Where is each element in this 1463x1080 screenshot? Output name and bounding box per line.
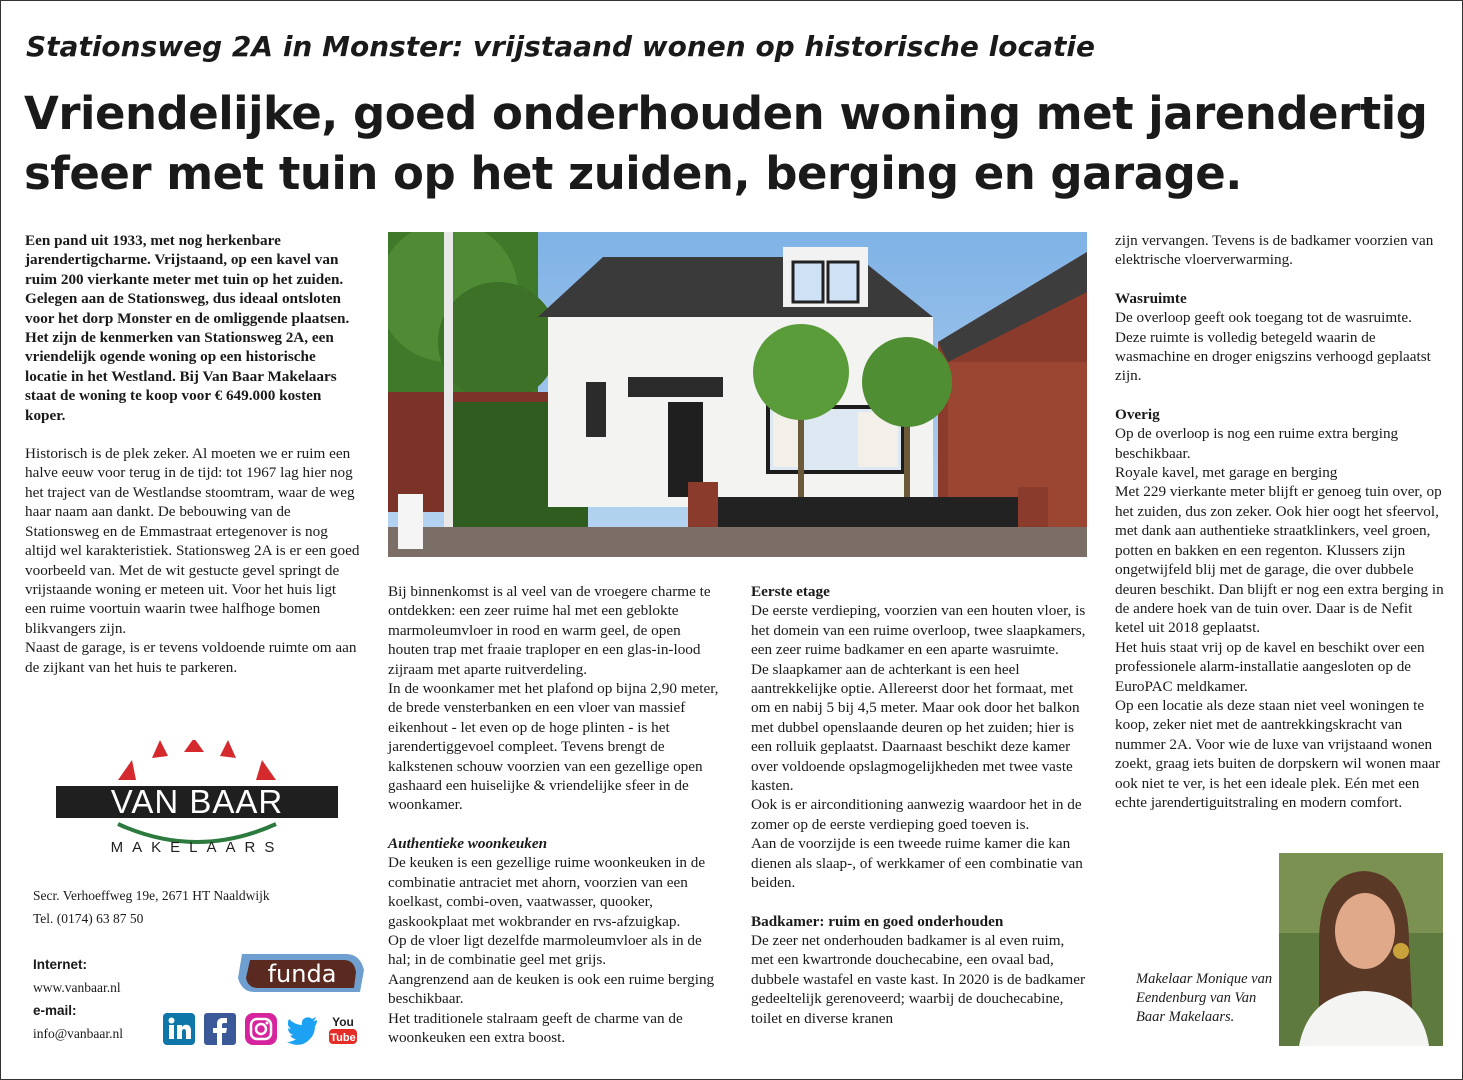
subheading: Authentieke woonkeuken [388,834,548,852]
twitter-icon[interactable] [285,1012,319,1046]
email-link[interactable]: info@vanbaar.nl [33,1026,124,1041]
paragraph: De zeer net onderhouden badkamer is al even ruim, met een kwartronde douchecabine, een ovaal bad, dubbele wastafel en vaste kast. In 2020 is de badkamer gedeeltelijk gerenoveerd; waarbij de douchecabine, toilet en diverse kranen [751,931,1086,1027]
youtube-tube-text: Tube [330,1032,356,1044]
column-3 [751,582,1087,1028]
funda-logo[interactable] [236,950,366,996]
contact-block [33,884,270,930]
headline: Vriendelijke, goed onderhouden woning met jarendertig sfeer met tuin op het zuiden, berging en garage. [24,87,1428,200]
logo-name: VAN BAAR [110,783,284,820]
web-block [33,953,123,1045]
paragraph: Met 229 vierkante meter blijft er genoeg tuin over, op het zuiden, dus zon zeker. Ook hier oogt het sfeervol, met dank aan authentieke straatklinkers, veel groen, potten en bakken en een regenton. Klussers zijn ongetwijfeld blij met de garage, die over dubbele deuren beschikt. Dan blijft er nog een extra berging in de andere hoek van de tuin over. Daar is de Nefit ketel uit 2018 geplaatst. [1115,483,1444,637]
paragraph: Aan de voorzijde is een tweede ruime kamer die kan dienen als slaap-, of werkkamer of een combinatie van beiden. [751,835,1083,892]
paragraph: Royale kavel, met garage en berging [1115,464,1338,482]
paragraph: De keuken is een gezellige ruime woonkeuken in de combinatie antraciet met ahorn, voorzien van een koelkast, combi-oven, vaatwasser, quooker, gaskookplaat met wokbrander en rvs-afzuigkap. [388,854,706,930]
paragraph: De eerste verdieping, voorzien van een houten vloer, is het domein van een ruime overloop, twee slaapkamers, een zeer ruime badkamer en een aparte wasruimte. [751,602,1086,659]
paragraph: Het traditionele stalraam geeft de charme van de woonkeuken een extra boost. [388,1009,683,1046]
address: Secr. Verhoeffweg 19e, 2671 HT Naaldwijk [33,888,270,903]
paragraph: zijn vervangen. Tevens is de badkamer voorzien van elektrische vloerverwarming. [1115,232,1434,269]
logo-sub: MAKELAARS [110,839,284,856]
house-photo [388,232,1087,557]
subheading: Eerste etage [751,583,830,600]
paragraph: Het huis staat vrij op de kavel en beschikt over een professionele alarm-installatie aangesloten op de EuroPAC meldkamer. [1115,638,1425,695]
paragraph: Naast de garage, is er tevens voldoende ruimte om aan de zijkant van het huis te parkeren. [25,639,357,676]
kicker: Stationsweg 2A in Monster: vrijstaand wonen op historische locatie [26,30,1095,63]
paragraph: In de woonkamer met het plafond op bijna 2,90 meter, de brede vensterbanken en een vloer van massief eikenhout - let even op de hoge plinten - is het jarendertiggevoel compleet. Tevens brengt de kalkstenen schouw voorzien van een gezellige open gashaard een huiselijke & vriendelijke sfeer in de woonkamer. [388,680,719,814]
lead-paragraph: Een pand uit 1933, met nog herkenbare jarendertigcharme. Vrijstaand, op een kavel van ruim 200 vierkante meter met tuin op het zuiden. Gelegen aan de Stationsweg, dus ideaal ontsloten voor het dorp Monster en de omliggende plaatsen. Het zijn de kenmerken van Stationsweg 2A, een vriendelijk ogende woning op een historische locatie in het Westland. Bij Van Baar Makelaars staat de woning te koop voor € 649.000 kosten koper. [25,232,350,424]
paragraph: Aangrenzend aan de keuken is ook een ruime berging beschikbaar. [388,970,715,1008]
column-4 [1115,231,1445,812]
subheading: Badkamer: ruim en goed onderhouden [751,912,1004,930]
social-icons [162,1012,360,1046]
facebook-icon[interactable] [203,1012,237,1046]
paragraph: De overloop geeft ook toegang tot de wasruimte. Deze ruimte is volledig betegeld waarin de wasmachine en droger enigszins verhoogd geplaatst zijn. [1115,309,1431,385]
paragraph: Historisch is de plek zeker. Al moeten we er ruim een halve eeuw voor terug in de tijd: tot 1967 lag hier nog het traject van de Westlandse stoomtram, waar de weg haar naam aan dankt. De bebouwing van de Stationsweg en de Emmastraat ertegenover is nog altijd wel karakteristiek. Stationsweg 2A is er een goed voorbeeld van. Met de wit gestucte gevel springt de vrijstaande woning er meteen uit. Voor het huis ligt een ruime voortuin waarin twee halfhoge bomen blikvangers zijn. [25,445,360,637]
paragraph: Bij binnenkomst is al veel van de vroegere charme te ontdekken: een zeer ruime hal met een geblokte marmoleumvloer in rood en warm geel, de open houten trap met fraaie traploper en een glas-in-lood zijraam met aparte ruitverdeling. [388,583,711,678]
youtube-you-text: You [332,1015,354,1029]
subheading: Wasruimte [1115,289,1187,307]
subheading: Overig [1115,405,1160,423]
linkedin-icon[interactable] [162,1012,196,1046]
youtube-icon[interactable] [326,1012,360,1046]
van-baar-logo [56,740,338,865]
portrait-caption: Makelaar Monique van Eendenburg van Van Baar Makelaars. [1136,971,1273,1025]
phone: Tel. (0174) 63 87 50 [33,911,144,926]
column-2 [388,582,724,1047]
website-link[interactable]: www.vanbaar.nl [33,980,121,995]
instagram-icon[interactable] [244,1012,278,1046]
paragraph: Ook is er airconditioning aanwezig waardoor het in de zomer op de eerste verdieping goed toeven is. [751,796,1082,833]
paragraph: Op een locatie als deze staan niet veel woningen te koop, zeker niet met de aantrekkingskracht van nummer 2A. Voor wie de luxe van vrijstaand wonen zoekt, graag iets buiten de dorpskern wil wonen maar ook niet te ver, is het een ideale plek. Eén met een echte jarendertiguitstraling en modern comfort. [1115,696,1441,811]
paragraph: Op de vloer ligt dezelfde marmoleumvloer als in de hal; in de combinatie geel met grijs. [388,931,702,969]
column-1 [25,231,360,677]
portrait-photo [1279,853,1443,1046]
paragraph: De slaapkamer aan de achterkant is een heel aantrekkelijke optie. Allereerst door het formaat, met om en nabij 5 bij 4,5 meter. Maar ook door het balkon met dubbel openslaande deuren op het zuiden; hier is een rolluik geplaatst. Daarnaast beschikt deze kamer over voldoende opslagmogelijkheden met twee vaste kasten. [751,660,1080,795]
paragraph: Op de overloop is nog een ruime extra berging beschikbaar. [1115,425,1399,462]
internet-label: Internet: [33,957,87,972]
email-label: e-mail: [33,1003,77,1018]
funda-text: funda [267,960,337,988]
